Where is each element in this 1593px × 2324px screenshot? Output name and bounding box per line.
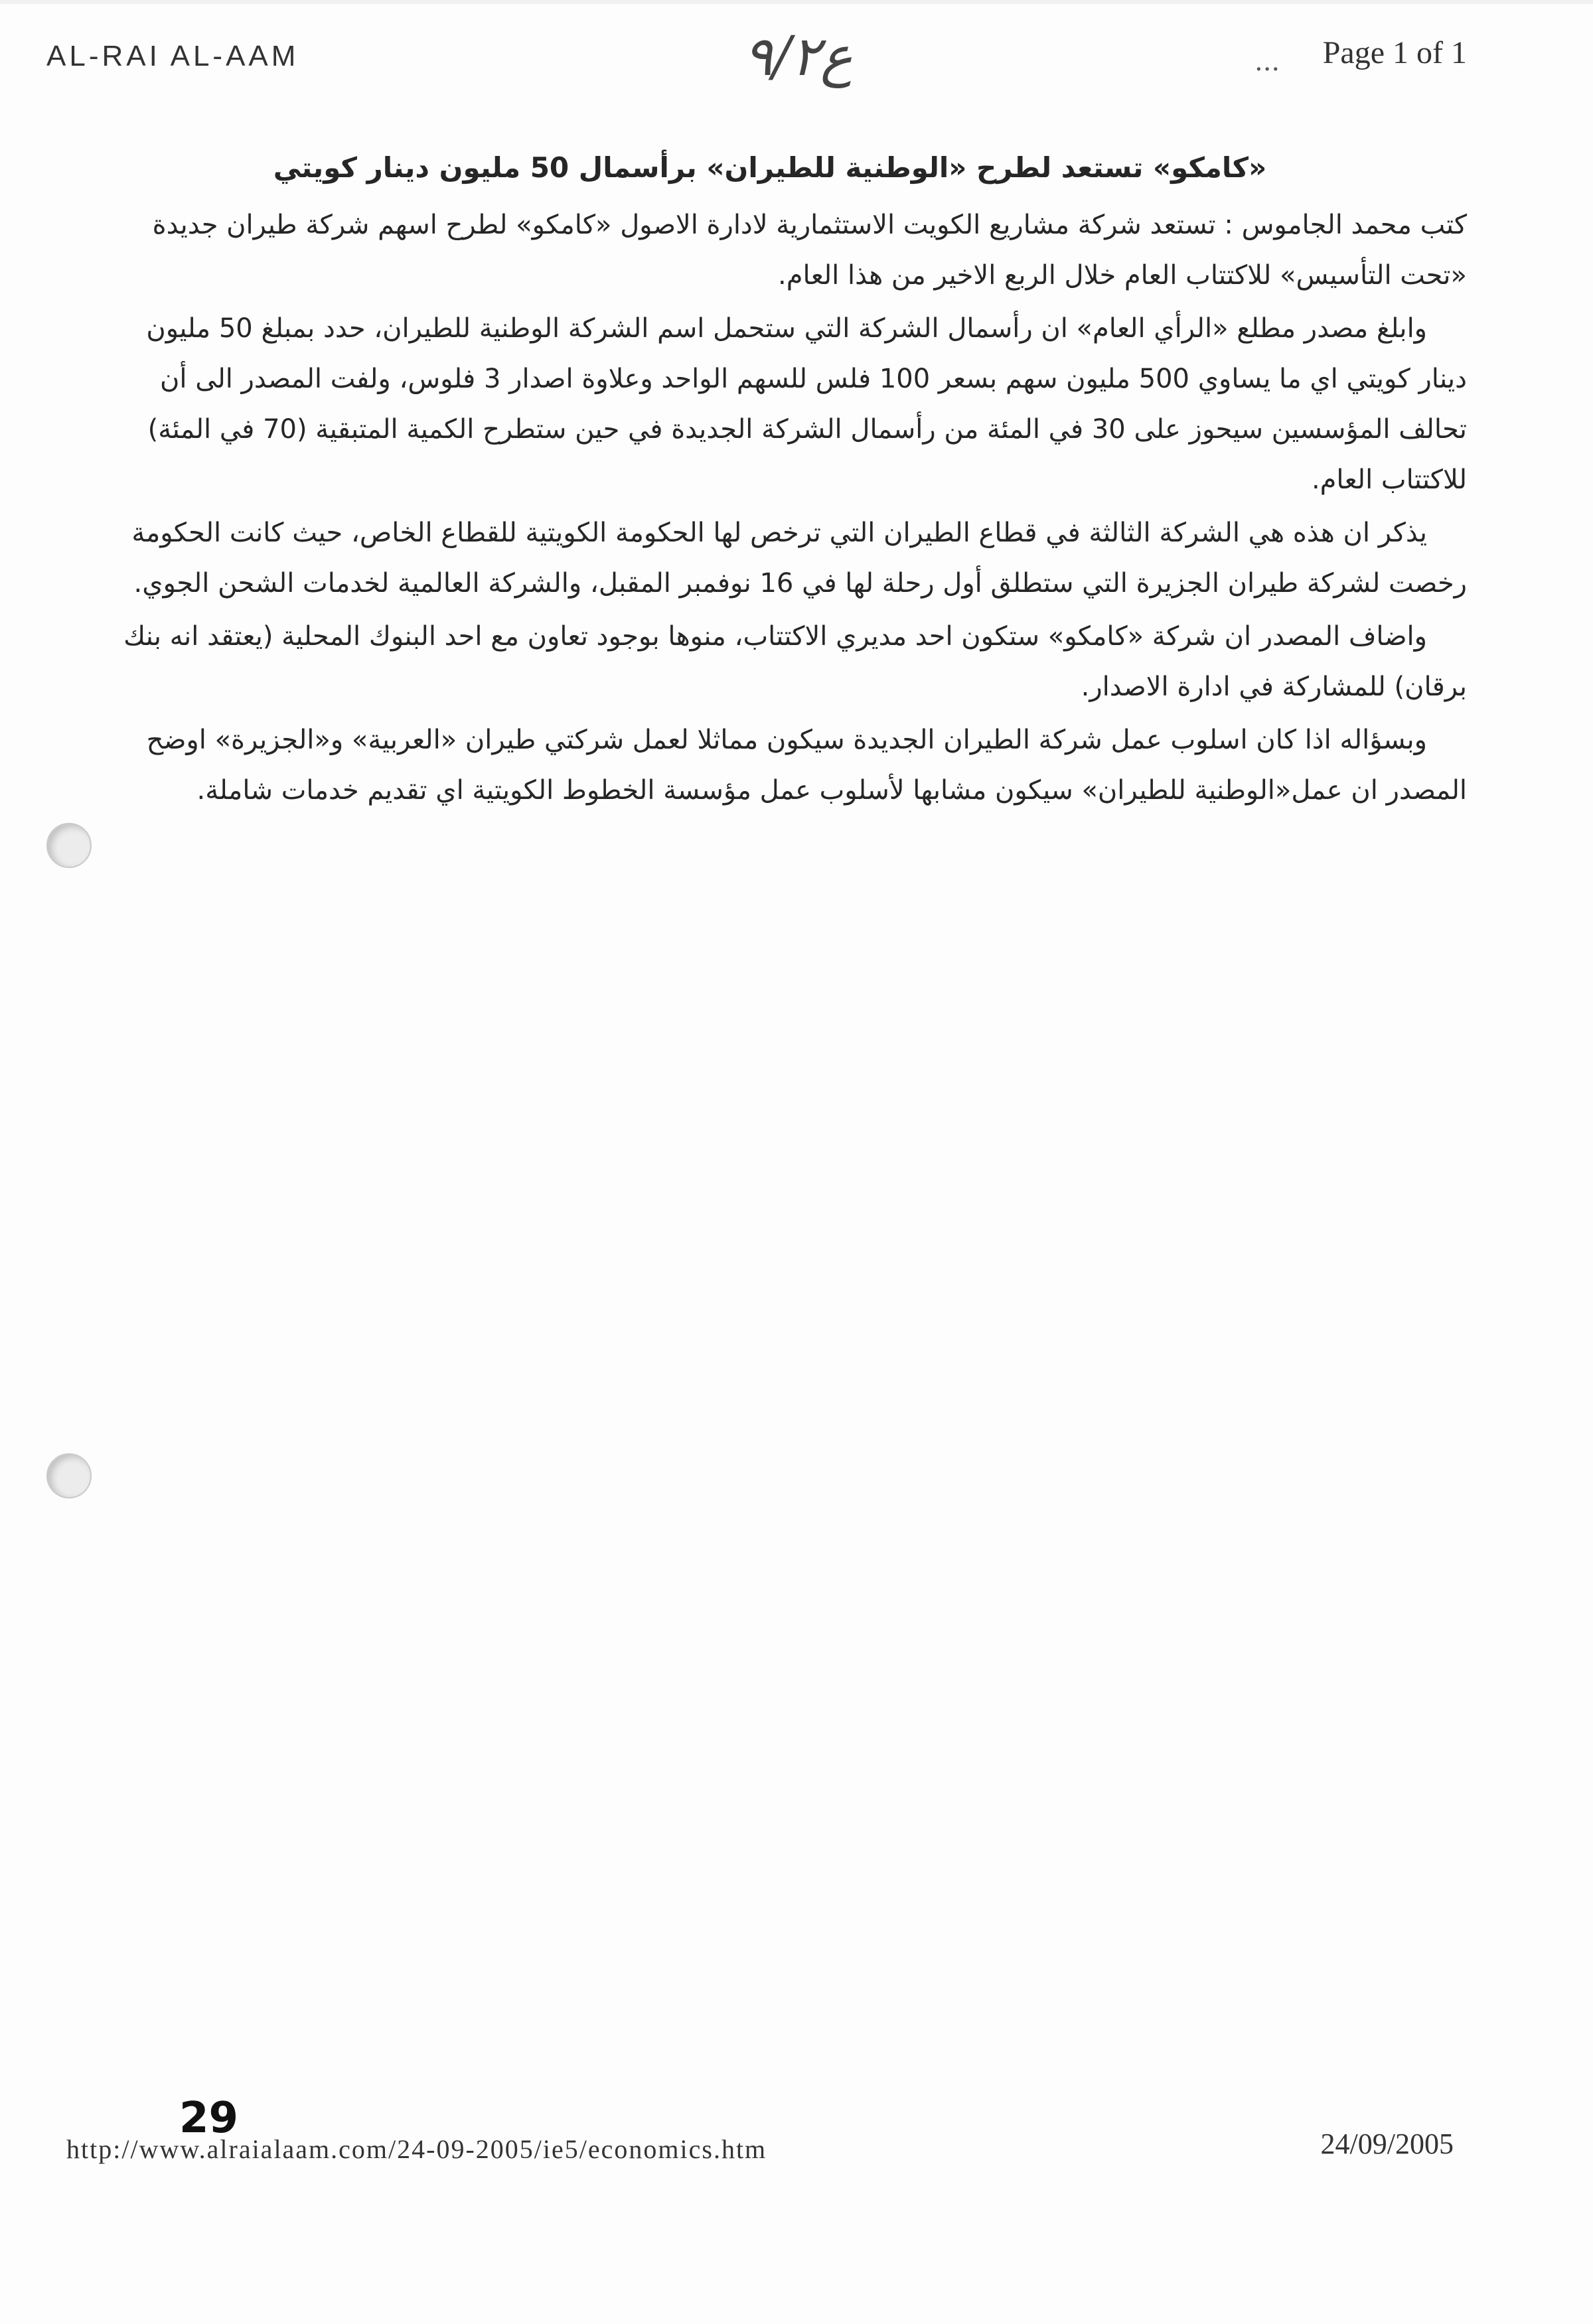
handwritten-mark: ع٩/٢ (743, 25, 853, 88)
source-name: AL-RAI AL-AAM (46, 40, 299, 72)
header-dots: ... (1254, 46, 1280, 77)
article-paragraph-4: واضاف المصدر ان شركة «كامكو» ستكون احد مديري الاكتتاب، منوها بوجود تعاون مع احد البنوك المحلية (يعتقد انه بنك برقان) للمشاركة في ادارة الاصدار. (123, 621, 1467, 702)
article-paragraph-5: وبسؤاله اذا كان اسلوب عمل شركة الطيران الجديدة سيكون مماثلا لعمل شركتي طيران «العربية» و«الجزيرة» اوضح المصدر ان عمل«الوطنية للطيران» سيكون مشابها لأسلوب عمل مؤسسة الخطوط الكويتية اي تقديم خدمات شاملة. (146, 725, 1467, 806)
article-paragraph-2: وابلغ مصدر مطلع «الرأي العام» ان رأسمال الشركة التي ستحمل اسم الشركة الوطنية للطيران، حدد بمبلغ 50 مليون دينار كويتي اي ما يساوي 500 مليون سهم بسعر 100 فلس للسهم الواحد وعلاوة اصدار 3 فلوس، ولفت المصدر الى أن تحالف المؤسسين سيحوز على 30 في المئة من رأسمال الشركة الجديدة في حين ستطرح الكمية المتبقية (70 في المئة) للاكتتاب العام. (146, 313, 1467, 495)
punch-hole-icon (46, 1453, 92, 1498)
page-number-stamp: 29 (179, 2094, 239, 2143)
article (100, 143, 1467, 818)
punch-hole-icon (46, 823, 92, 868)
article-paragraph-1: كتب محمد الجاموس : تستعد شركة مشاريع الكويت الاستثمارية لادارة الاصول «كامكو» لطرح اسهم شركة طيران جديدة «تحت التأسيس» للاكتتاب العام خلال الربع الاخير من هذا العام. (152, 210, 1467, 291)
article-paragraph-3: يذكر ان هذه هي الشركة الثالثة في قطاع الطيران التي ترخص لها الحكومة الكويتية للقطاع الخاص، حيث كانت الحكومة رخصت لشركة طيران الجزيرة التي ستطلق أول رحلة لها في 16 نوفمبر المقبل، والشركة العالمية لخدمات الشحن الجوي. (131, 518, 1467, 599)
page-edge (0, 0, 1593, 4)
page-info: Page 1 of 1 (1322, 35, 1467, 70)
footer-date: 24/09/2005 (1320, 2128, 1454, 2160)
footer-url: http://www.alraialaam.com/24-09-2005/ie5/economics.htm (66, 2134, 767, 2164)
article-title: «كامكو» تستعد لطرح «الوطنية للطيران» برأسمال 50 مليون دينار كويتي (273, 151, 1267, 184)
